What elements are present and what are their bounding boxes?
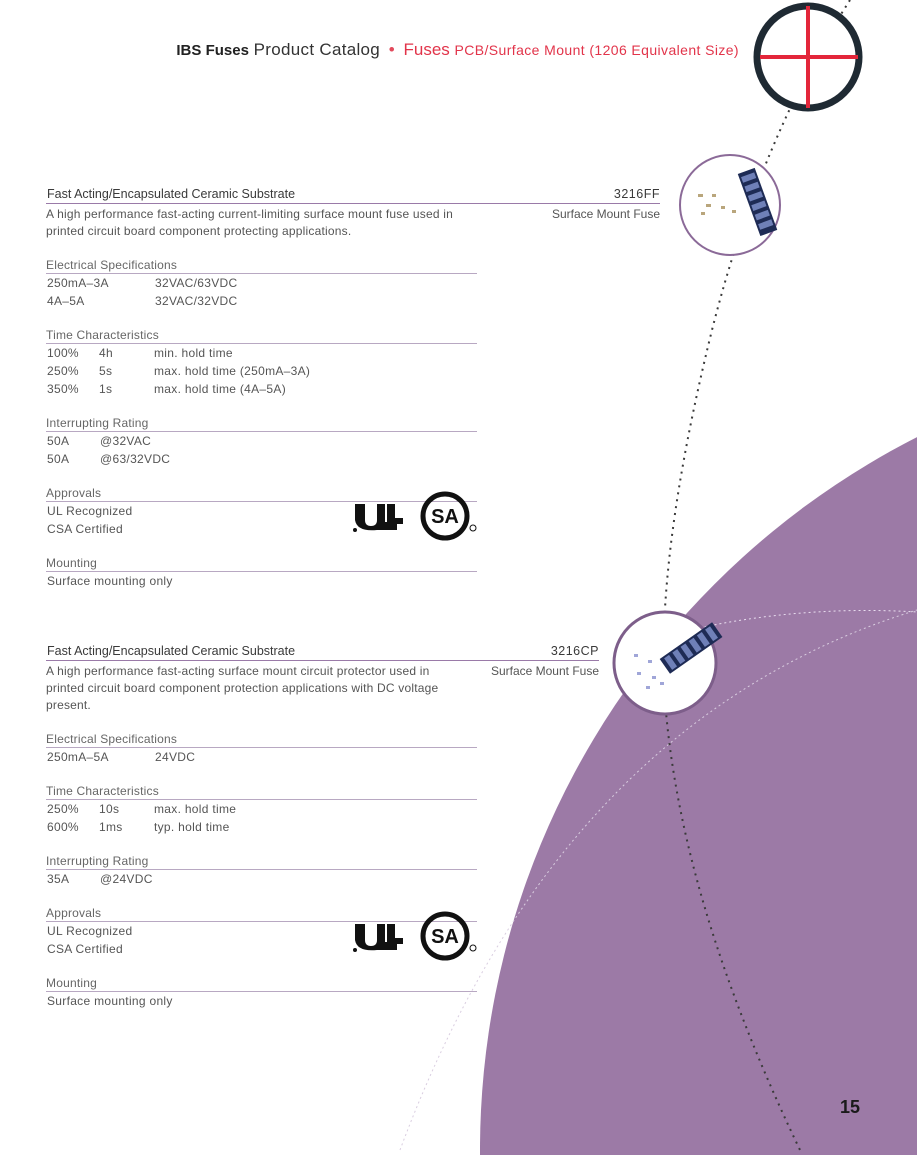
page-header xyxy=(176,40,739,60)
rating-amps: 50A xyxy=(47,452,70,466)
time-row xyxy=(46,380,477,398)
header-subtitle: PCB/Surface Mount (1206 Equivalent Size) xyxy=(454,42,739,58)
time-note: max. hold time (250mA–3A) xyxy=(154,364,311,378)
spec-row xyxy=(46,748,477,766)
time-note: max. hold time (4A–5A) xyxy=(154,382,286,396)
header-section: Fuses xyxy=(403,40,450,59)
rating-voltage: @24VDC xyxy=(100,872,153,886)
product-type: Surface Mount Fuse xyxy=(490,664,599,678)
rating-voltage: @32VAC xyxy=(100,434,152,448)
approvals xyxy=(46,906,477,958)
approvals xyxy=(46,486,477,538)
time-percent: 100% xyxy=(47,346,79,360)
ul-recognized-icon xyxy=(351,920,407,954)
product-code: 3216CP xyxy=(550,644,599,658)
time-duration: 5s xyxy=(99,364,113,378)
time-row xyxy=(46,362,477,380)
electrical-specifications xyxy=(46,258,477,310)
section-heading: Mounting xyxy=(46,976,477,992)
rating-amps: 35A xyxy=(47,872,70,886)
section-heading: Mounting xyxy=(46,556,477,572)
product-title-row xyxy=(46,644,599,678)
approval-text: UL Recognized xyxy=(47,924,133,938)
time-row xyxy=(46,818,477,836)
time-duration: 1ms xyxy=(99,820,123,834)
rating-row xyxy=(46,432,477,450)
header-brand: IBS Fuses xyxy=(176,42,249,59)
csa-certified-icon xyxy=(419,910,477,962)
approval-item xyxy=(46,922,477,940)
svg-text:SA: SA xyxy=(431,506,459,528)
spec-voltage: 24VDC xyxy=(155,750,196,764)
time-row xyxy=(46,800,477,818)
time-note: max. hold time xyxy=(154,802,237,816)
spec-voltage: 32VAC/63VDC xyxy=(155,276,238,290)
product-description: A high performance fast-acting surface mount circuit protector used in printed circuit board component protection applications with DC voltage present. xyxy=(46,664,439,712)
section-heading: Approvals xyxy=(46,906,477,922)
spec-range: 250mA–3A xyxy=(47,276,109,290)
time-duration: 1s xyxy=(99,382,113,396)
spec-range: 4A–5A xyxy=(47,294,85,308)
rating-amps: 50A xyxy=(47,434,70,448)
ul-recognized-icon xyxy=(351,500,407,534)
rating-row xyxy=(46,450,477,468)
header-catalog: Product Catalog xyxy=(253,40,381,59)
time-percent: 600% xyxy=(47,820,79,834)
interrupting-rating xyxy=(46,854,477,888)
time-characteristics xyxy=(46,328,477,398)
interrupting-rating xyxy=(46,416,477,468)
time-note: min. hold time xyxy=(154,346,233,360)
time-duration: 4h xyxy=(99,346,113,360)
time-row xyxy=(46,344,477,362)
spec-row xyxy=(46,292,477,310)
product-code: 3216FF xyxy=(613,187,660,201)
product-description: A high performance fast-acting current-limiting surface mount fuse used in printed circuit board component protecting applications. xyxy=(46,207,453,238)
approval-text: CSA Certified xyxy=(47,522,123,536)
product-title-row xyxy=(46,187,660,221)
header-separator: • xyxy=(388,40,395,59)
fuse-3216ff-photo xyxy=(680,155,780,255)
mounting xyxy=(46,976,477,1010)
mounting-value xyxy=(46,992,477,1010)
product-3216ff xyxy=(46,187,660,590)
section-heading: Electrical Specifications xyxy=(46,258,477,274)
approval-item xyxy=(46,940,477,958)
section-heading: Interrupting Rating xyxy=(46,416,477,432)
product-title: Fast Acting/Encapsulated Ceramic Substrate xyxy=(47,187,296,201)
time-duration: 10s xyxy=(99,802,120,816)
approval-text: CSA Certified xyxy=(47,942,123,956)
time-note: typ. hold time xyxy=(154,820,230,834)
section-heading: Interrupting Rating xyxy=(46,854,477,870)
crosshair-badge-icon xyxy=(757,6,859,108)
time-characteristics xyxy=(46,784,477,836)
product-title: Fast Acting/Encapsulated Ceramic Substrate xyxy=(47,644,296,658)
electrical-specifications xyxy=(46,732,477,766)
csa-certified-icon xyxy=(419,490,477,542)
mounting xyxy=(46,556,477,590)
time-percent: 350% xyxy=(47,382,79,396)
section-heading: Time Characteristics xyxy=(46,784,477,800)
mounting-text: Surface mounting only xyxy=(47,994,173,1008)
approval-item xyxy=(46,520,477,538)
spec-range: 250mA–5A xyxy=(47,750,109,764)
section-heading: Approvals xyxy=(46,486,477,502)
spec-row xyxy=(46,274,477,292)
time-percent: 250% xyxy=(47,364,79,378)
mounting-value xyxy=(46,572,477,590)
product-type: Surface Mount Fuse xyxy=(551,207,660,221)
section-heading: Time Characteristics xyxy=(46,328,477,344)
svg-text:SA: SA xyxy=(431,926,459,948)
time-percent: 250% xyxy=(47,802,79,816)
rating-voltage: @63/32VDC xyxy=(100,452,171,466)
spec-voltage: 32VAC/32VDC xyxy=(155,294,238,308)
section-heading: Electrical Specifications xyxy=(46,732,477,748)
approval-text: UL Recognized xyxy=(47,504,133,518)
rating-row xyxy=(46,870,477,888)
page-number: 15 xyxy=(840,1097,861,1117)
mounting-text: Surface mounting only xyxy=(47,574,173,588)
approval-item xyxy=(46,502,477,520)
product-3216cp xyxy=(46,644,599,1010)
